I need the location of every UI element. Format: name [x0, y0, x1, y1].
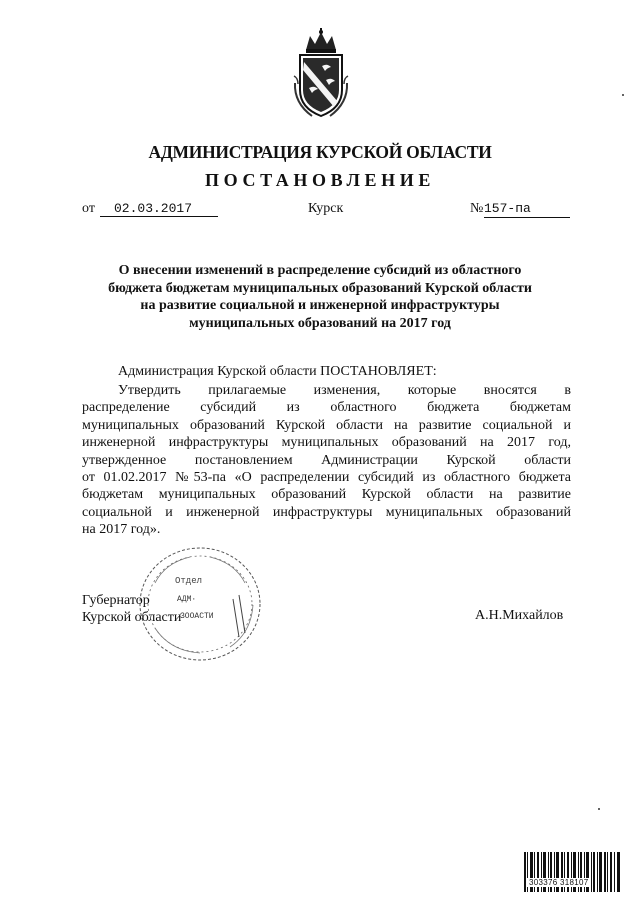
- body-line: от 01.02.2017 №53-па «О распределении субсидий из областного бюджета: [82, 470, 571, 486]
- organization-title: АДМИНИСТРАЦИЯ КУРСКОЙ ОБЛАСТИ: [148, 142, 492, 162]
- barcode-number: 303376 318107: [529, 878, 589, 887]
- body-line: утвержденное постановлением Администрации Курской области: [82, 452, 571, 468]
- subject-line: О внесении изменений в распределение субсидий из областного: [118, 263, 522, 278]
- date-prefix: от: [82, 201, 95, 216]
- scan-speck: [598, 808, 600, 810]
- body-line: социальной и инженерной инфраструктуры муниципальных образований: [82, 504, 571, 520]
- preamble: Администрация Курской области ПОСТАНОВЛЯЕТ:: [118, 364, 437, 379]
- body-line: на 2017 год».: [82, 522, 161, 538]
- document-subject: [70, 262, 570, 332]
- position-line: Губернатор: [82, 593, 150, 608]
- body-line: инженерной инфраструктуры муниципальных образований на 2017 год,: [82, 435, 571, 451]
- scan-speck: [622, 94, 624, 96]
- subject-line: муниципальных образований на 2017 год: [189, 315, 451, 331]
- svg-text:АДМ·: АДМ·: [177, 595, 197, 604]
- subject-line: на развитие социальной и инженерной инфраструктуры: [140, 298, 500, 313]
- number-prefix: №: [470, 201, 484, 216]
- body-line: Утвердить прилагаемые изменения, которые вносятся в: [118, 383, 571, 398]
- signatory-name: А.Н.Михайлов: [475, 608, 564, 623]
- position-line: Курской области: [82, 610, 182, 625]
- document-city: Курск: [308, 201, 344, 216]
- svg-text:Отдел: Отдел: [175, 576, 203, 586]
- subject-line: бюджета бюджетам муниципальных образований Курской области: [108, 280, 532, 296]
- body-paragraph: [82, 382, 571, 539]
- coat-of-arms-icon: [292, 28, 350, 120]
- document-type-title: ПОСТАНОВЛЕНИЕ: [205, 170, 435, 190]
- body-line: бюджетам муниципальных образований Курской области на развитие: [82, 487, 571, 503]
- svg-text:ЗООАСТИ: ЗООАСТИ: [180, 612, 214, 621]
- document-number: 157-па: [484, 201, 570, 218]
- body-line: распределение субсидий из областного бюджета бюджетам: [82, 400, 571, 416]
- signatory-position: [82, 592, 181, 626]
- body-line: муниципальных образований Курской области на развитие социальной и: [82, 417, 571, 433]
- document-date: 02.03.2017: [100, 201, 218, 217]
